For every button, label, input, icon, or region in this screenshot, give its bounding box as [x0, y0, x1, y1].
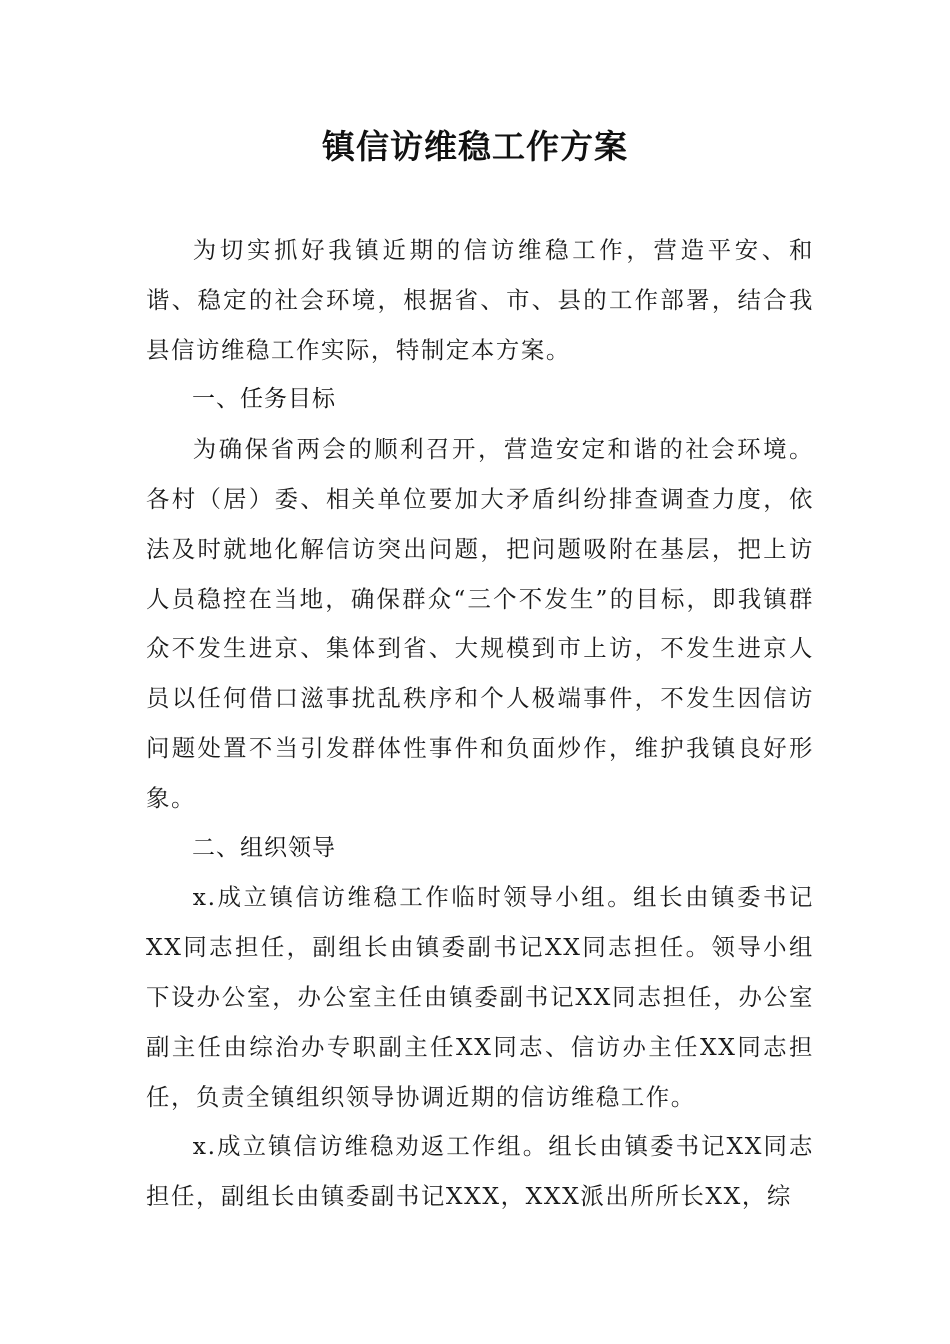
section-heading-task-goals: 一、任务目标	[192, 386, 336, 413]
section-heading-organization: 二、组织领导	[192, 834, 336, 861]
document-body	[146, 226, 814, 1222]
organization-item-1: x.成立镇信访维稳工作临时领导小组。组长由镇委书记XX同志担任，副组长由镇委副书记XX同志担任。领导小组下设办公室，办公室主任由镇委副书记XX同志担任，办公室副主任由综治办专职副主任XX同志、信访办主任XX同志担任，负责全镇组织领导协调近期的信访维稳工作。	[146, 883, 814, 1111]
intro-paragraph: 为切实抓好我镇近期的信访维稳工作，营造平安、和谐、稳定的社会环境，根据省、市、县的工作部署，结合我县信访维稳工作实际，特制定本方案。	[146, 236, 814, 364]
organization-item-2: x.成立镇信访维稳劝返工作组。组长由镇委书记XX同志担任，副组长由镇委副书记XXX，XXX派出所所长XX，综	[146, 1132, 814, 1211]
document-title: 镇信访维稳工作方案	[322, 127, 628, 166]
task-goals-paragraph: 为确保省两会的顺利召开，营造安定和谐的社会环境。各村（居）委、相关单位要加大矛盾纠纷排查调查力度，依法及时就地化解信访突出问题，把问题吸附在基层，把上访人员稳控在当地，确保群众“三个不发生”的目标，即我镇群众不发生进京、集体到省、大规模到市上访，不发生进京人员以任何借口滋事扰乱秩序和个人极端事件，不发生因信访问题处置不当引发群体性事件和负面炒作，维护我镇良好形象。	[146, 435, 814, 812]
